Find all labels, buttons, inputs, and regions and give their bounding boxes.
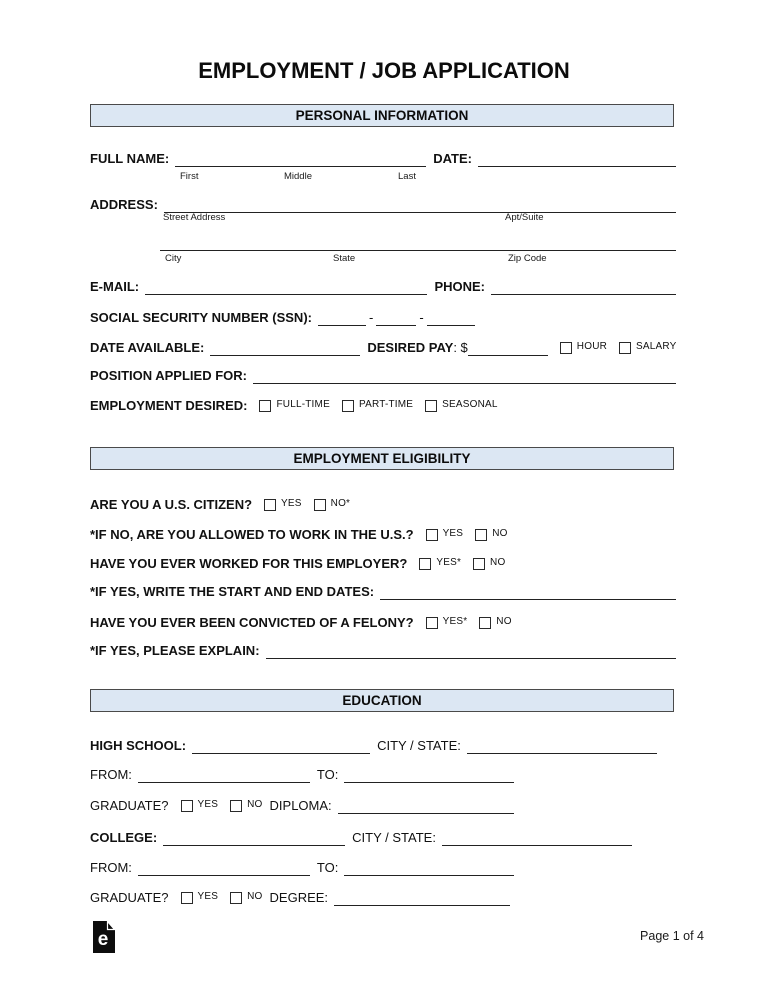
state-sublabel: State [333, 253, 356, 264]
date-label: DATE: [433, 151, 472, 166]
hs-graduate-no-checkbox-label: NO [247, 799, 263, 810]
worked-no-checkbox-label: NO [490, 557, 506, 568]
hs-from-field-line[interactable] [138, 768, 310, 783]
middle-name-sublabel: Middle [284, 171, 312, 182]
allowed-yes-checkbox-icon[interactable] [426, 529, 438, 541]
citizen-yes-checkbox-label: YES [281, 498, 302, 509]
address-label: ADDRESS: [90, 197, 158, 212]
address-sublabels-row2 [90, 253, 676, 265]
hs-graduate-yes-checkbox-label: YES [197, 799, 219, 810]
worked-no-checkbox-icon[interactable] [473, 558, 485, 570]
hs-city-state-label: CITY / STATE: [377, 738, 461, 753]
ssn-label: SOCIAL SECURITY NUMBER (SSN): [90, 310, 312, 325]
salary-checkbox-icon[interactable] [619, 342, 631, 354]
college-graduate-label: GRADUATE? [90, 890, 169, 905]
felony-no-checkbox-label: NO [496, 616, 512, 627]
first-name-sublabel: First [180, 171, 199, 182]
high-school-field-line[interactable] [192, 739, 370, 754]
ssn-field-line-3[interactable] [427, 311, 475, 326]
page-title: EMPLOYMENT / JOB APPLICATION [198, 58, 570, 83]
date-available-row [90, 339, 676, 356]
worked-yes-checkbox-label: YES* [436, 557, 462, 568]
last-name-sublabel: Last [398, 171, 416, 182]
address-row [90, 197, 676, 213]
please-explain-field-line[interactable] [266, 644, 676, 659]
citizen-no-checkbox-icon[interactable] [314, 499, 326, 511]
seasonal-checkbox-label: SEASONAL [442, 399, 498, 410]
worked-before-question-label: HAVE YOU EVER WORKED FOR THIS EMPLOYER? [90, 556, 408, 571]
apt-suite-sublabel: Apt/Suite [505, 212, 544, 223]
citizen-no-checkbox-label: NO* [330, 498, 351, 509]
college-graduate-yes-checkbox-label: YES [197, 891, 219, 902]
section-header-education: EDUCATION [90, 689, 674, 712]
worked-before-question-row [90, 555, 676, 572]
seasonal-checkbox-icon[interactable] [425, 400, 437, 412]
please-explain-label: *IF YES, PLEASE EXPLAIN: [90, 643, 260, 658]
felony-no-checkbox-icon[interactable] [479, 617, 491, 629]
position-applied-label: POSITION APPLIED FOR: [90, 368, 247, 383]
ssn-field-line-2[interactable] [376, 311, 416, 326]
section-header-personal-information: PERSONAL INFORMATION [90, 104, 674, 127]
felony-yes-checkbox-label: YES* [442, 616, 468, 627]
hour-checkbox-label: HOUR [576, 341, 608, 352]
high-school-graduate-row [90, 797, 676, 814]
date-available-field-line[interactable] [210, 341, 360, 356]
college-city-state-label: CITY / STATE: [352, 830, 436, 845]
part-time-checkbox-label: PART-TIME [358, 399, 414, 410]
desired-pay-prefix: : $ [453, 340, 468, 355]
citizen-question-label: ARE YOU A U.S. CITIZEN? [90, 497, 253, 512]
zip-code-sublabel: Zip Code [508, 253, 547, 264]
felony-question-label: HAVE YOU EVER BEEN CONVICTED OF A FELONY? [90, 615, 414, 630]
full-name-row [90, 151, 676, 167]
college-field-line[interactable] [163, 831, 345, 846]
hs-graduate-label: GRADUATE? [90, 798, 169, 813]
ssn-separator-1: - [368, 310, 374, 325]
diploma-field-line[interactable] [338, 799, 514, 814]
part-time-checkbox-icon[interactable] [342, 400, 354, 412]
allowed-yes-checkbox-label: YES [442, 528, 464, 539]
hs-to-field-line[interactable] [344, 768, 514, 783]
high-school-row [90, 738, 676, 754]
desired-pay-field-line[interactable] [468, 341, 548, 356]
salary-checkbox-label: SALARY [636, 341, 677, 352]
street-address-sublabel: Street Address [163, 212, 226, 223]
degree-label: DEGREE: [269, 890, 329, 905]
college-row [90, 830, 676, 846]
allowed-no-checkbox-label: NO [492, 528, 508, 539]
section-header-employment-eligibility: EMPLOYMENT ELIGIBILITY [90, 447, 674, 470]
hs-to-label: TO: [316, 767, 339, 782]
felony-yes-checkbox-icon[interactable] [426, 617, 438, 629]
logo-letter: e [97, 929, 109, 950]
allowed-to-work-question-label: *IF NO, ARE YOU ALLOWED TO WORK IN THE U.S.? [90, 527, 414, 542]
ssn-field-line-1[interactable] [318, 311, 366, 326]
ssn-row [90, 310, 676, 326]
allowed-no-checkbox-icon[interactable] [475, 529, 487, 541]
start-end-dates-row [90, 584, 676, 600]
allowed-to-work-question-row [90, 526, 676, 543]
hs-from-label: FROM: [90, 767, 132, 782]
college-from-field-line[interactable] [138, 861, 310, 876]
email-phone-row [90, 279, 676, 295]
college-graduate-yes-checkbox-icon[interactable] [181, 892, 193, 904]
college-graduate-no-checkbox-icon[interactable] [230, 892, 242, 904]
ssn-separator-2: - [419, 310, 424, 325]
page-number-label: Page 1 of 4 [640, 929, 704, 943]
phone-label: PHONE: [434, 279, 485, 294]
felony-question-row [90, 614, 676, 631]
please-explain-row [90, 643, 676, 659]
college-to-field-line[interactable] [344, 861, 514, 876]
college-graduate-row [90, 889, 676, 906]
college-label: COLLEGE: [90, 830, 158, 845]
full-time-checkbox-label: FULL-TIME [276, 399, 330, 410]
position-applied-row [90, 368, 676, 384]
start-end-dates-field-line[interactable] [380, 585, 676, 600]
date-field-line[interactable] [478, 152, 676, 167]
address-sublabels-row1 [90, 212, 676, 224]
college-to-label: TO: [316, 860, 339, 875]
college-from-label: FROM: [90, 860, 132, 875]
college-city-state-field-line[interactable] [442, 831, 632, 846]
hs-graduate-yes-checkbox-icon[interactable] [181, 800, 193, 812]
employment-desired-label: EMPLOYMENT DESIRED: [90, 398, 248, 413]
position-applied-field-line[interactable] [253, 369, 676, 384]
eforms-logo-icon [92, 921, 116, 953]
employment-desired-row [90, 397, 676, 414]
name-sublabels-row [90, 171, 676, 183]
email-label: E-MAIL: [90, 279, 140, 294]
date-available-label: DATE AVAILABLE: [90, 340, 205, 355]
start-end-dates-label: *IF YES, WRITE THE START AND END DATES: [90, 584, 375, 599]
hour-checkbox-icon[interactable] [560, 342, 572, 354]
diploma-label: DIPLOMA: [269, 798, 332, 813]
citizen-question-row [90, 496, 676, 513]
hs-city-state-field-line[interactable] [467, 739, 657, 754]
phone-field-line[interactable] [491, 280, 676, 295]
high-school-dates-row [90, 767, 676, 783]
full-name-label: FULL NAME: [90, 151, 170, 166]
worked-yes-checkbox-icon[interactable] [419, 558, 431, 570]
high-school-label: HIGH SCHOOL: [90, 738, 187, 753]
city-state-zip-field-line[interactable] [160, 236, 676, 251]
email-field-line[interactable] [145, 280, 427, 295]
college-dates-row [90, 860, 676, 876]
full-time-checkbox-icon[interactable] [259, 400, 271, 412]
full-name-field-line[interactable] [175, 152, 426, 167]
hs-graduate-no-checkbox-icon[interactable] [230, 800, 242, 812]
form-content [90, 0, 676, 994]
college-graduate-no-checkbox-label: NO [247, 891, 263, 902]
street-address-field-line[interactable] [164, 198, 676, 213]
degree-field-line[interactable] [334, 891, 510, 906]
desired-pay-label: DESIRED PAY [367, 340, 454, 355]
citizen-yes-checkbox-icon[interactable] [264, 499, 276, 511]
address-row-2 [90, 236, 676, 251]
city-sublabel: City [165, 253, 182, 264]
